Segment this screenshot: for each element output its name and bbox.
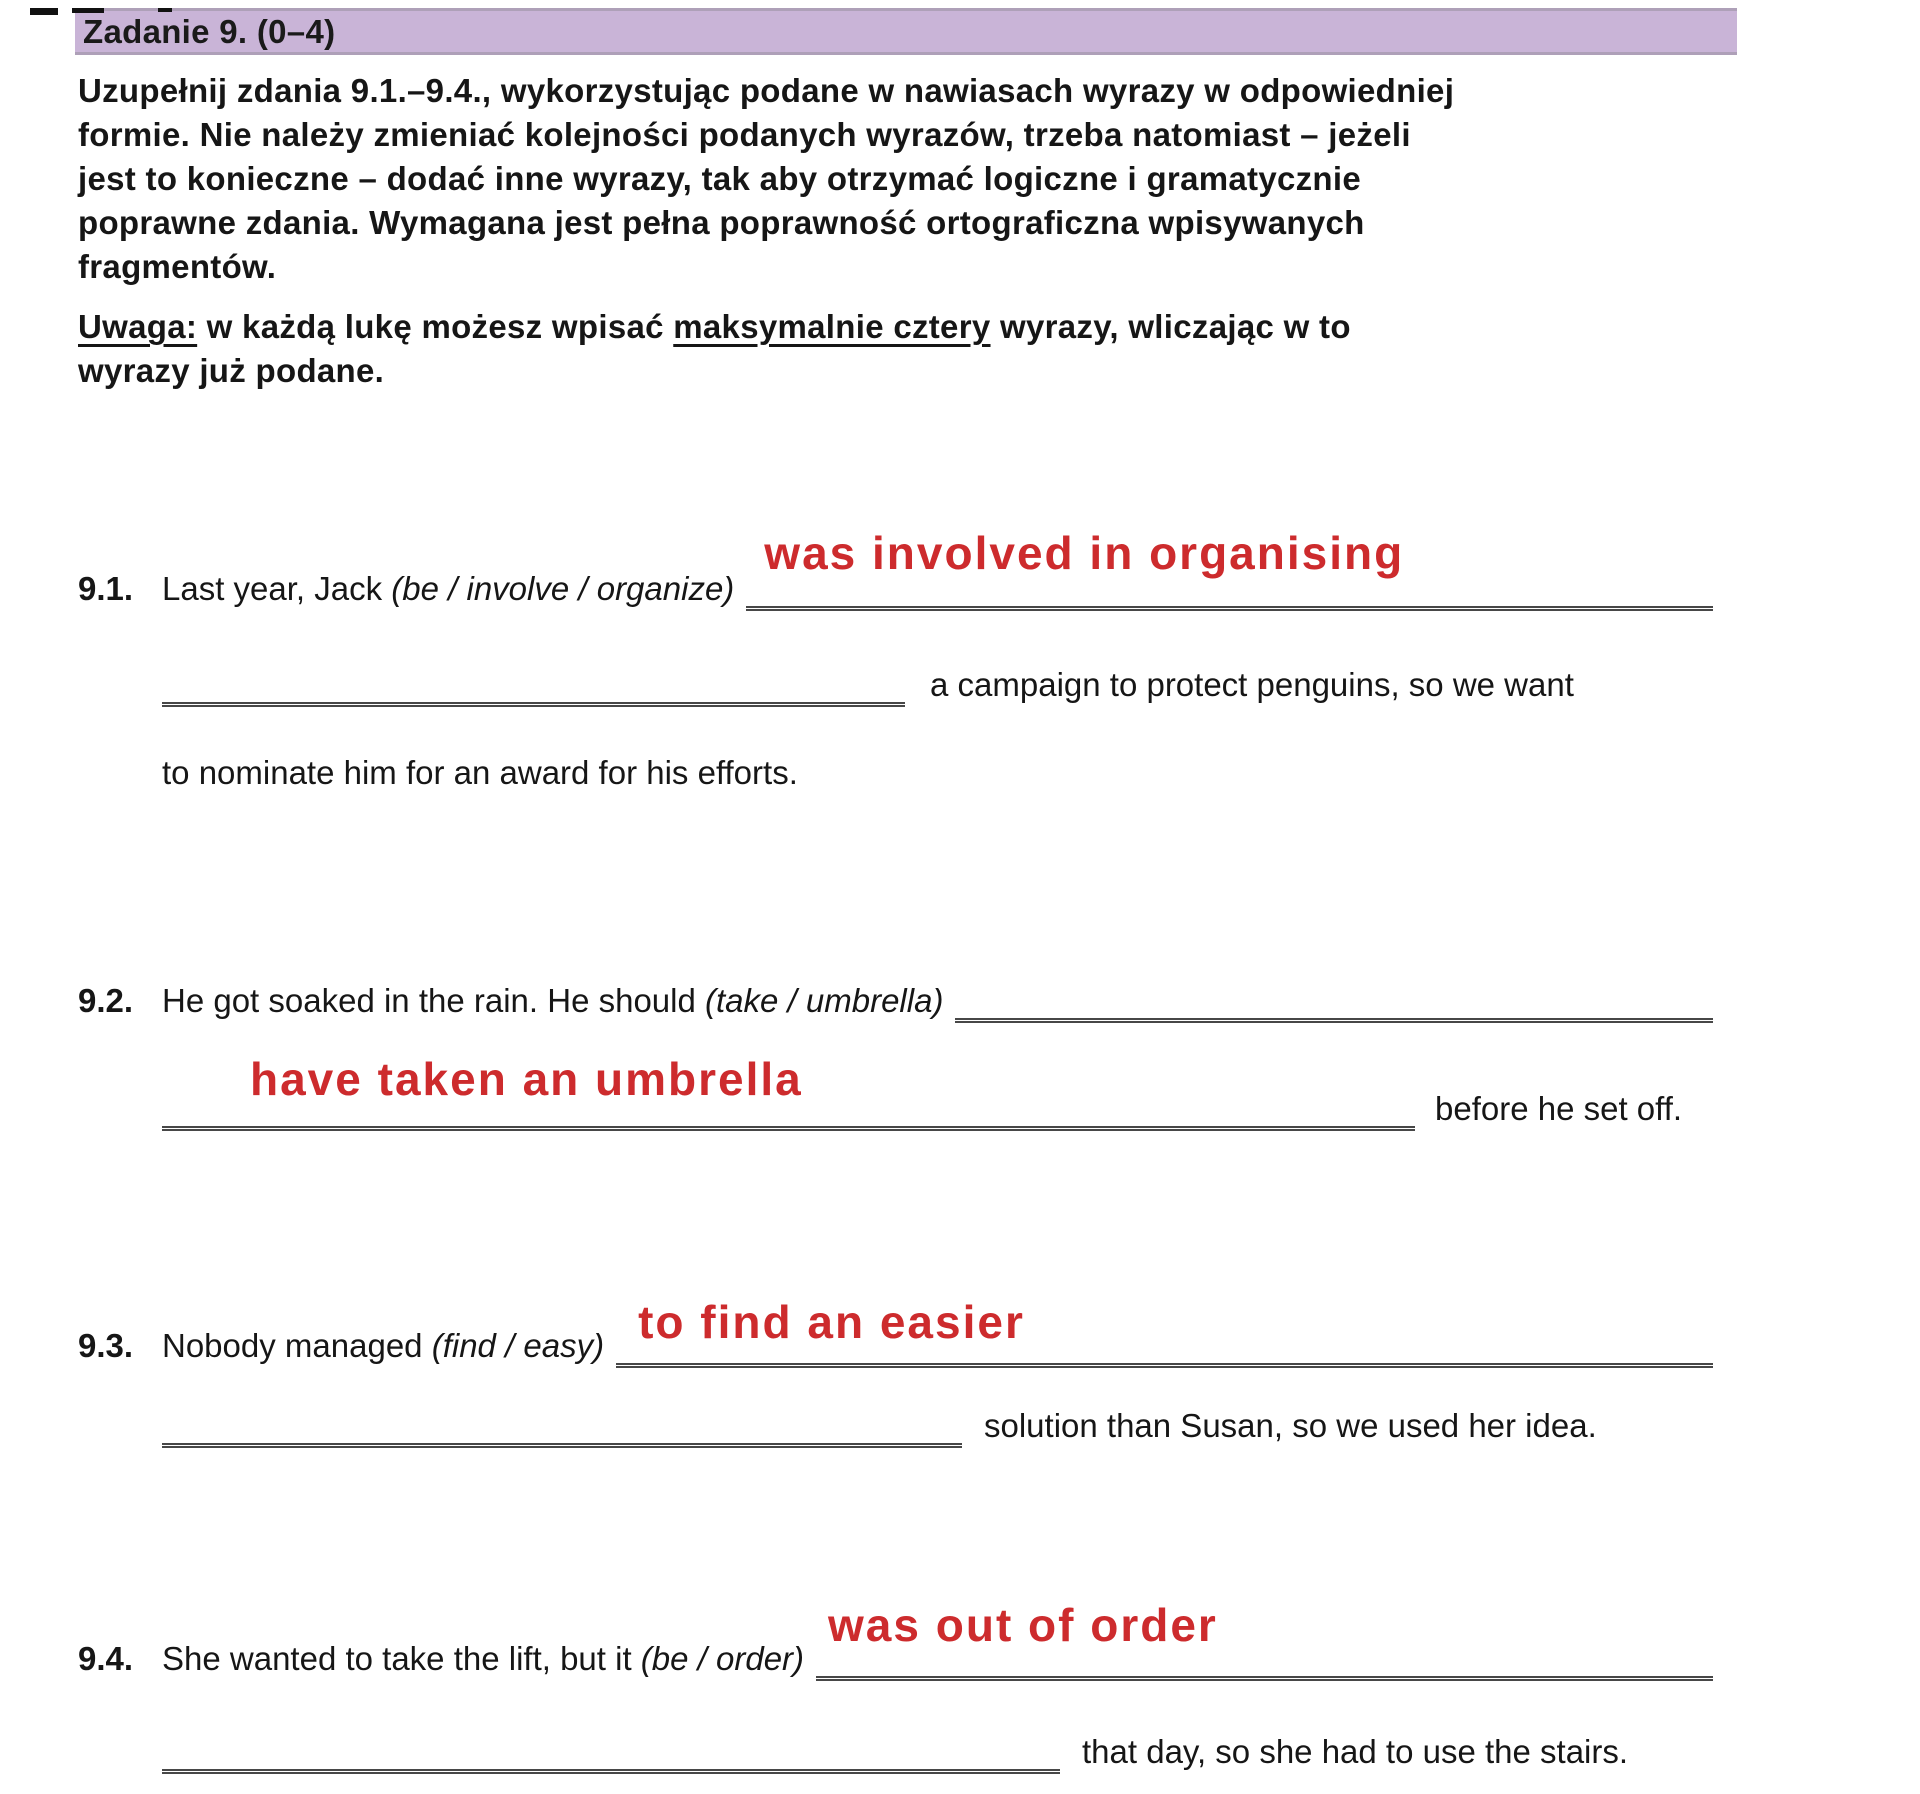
question-9-2: [78, 979, 1713, 1131]
instruction-line: jest to konieczne – dodać inne wyrazy, tak aby otrzymać logiczne i gramatycznie: [78, 160, 1362, 197]
sentence-continuation: a campaign to protect penguins, so we want: [930, 666, 1574, 703]
filled-answer: to find an easier: [638, 1296, 1025, 1348]
answer-blank: [746, 527, 1713, 611]
filled-answer: was out of order: [828, 1599, 1218, 1651]
note-line-1: [78, 305, 1770, 349]
answer-blank: [162, 1053, 1415, 1131]
scan-artifact: [158, 8, 172, 12]
question-number: 9.3.: [78, 1327, 134, 1364]
question-sentence: He got soaked in the rain. He should: [162, 982, 706, 1019]
answer-blank: [816, 1599, 1713, 1681]
scan-artifact: [30, 8, 58, 15]
question-9-1: [78, 527, 1713, 795]
instruction-line: poprawne zdania. Wymagana jest pełna poprawność ortograficzna wpisywanych: [78, 204, 1365, 241]
note-label: Uwaga:: [78, 308, 198, 345]
note-underlined-text: maksymalnie cztery: [673, 308, 991, 345]
sentence-continuation: to nominate him for an award for his efforts.: [162, 754, 798, 791]
word-prompt: (take / umbrella): [705, 982, 944, 1019]
question-9-4: [78, 1599, 1713, 1774]
answer-blank: [162, 1769, 1060, 1774]
sentence-continuation: before he set off.: [1435, 1090, 1683, 1127]
question-number: 9.2.: [78, 982, 134, 1019]
sentence-continuation: solution than Susan, so we used her idea.: [984, 1407, 1597, 1444]
word-prompt: (find / easy): [431, 1327, 605, 1364]
question-number: 9.4.: [78, 1640, 134, 1677]
note-text: wyrazy, wliczając w to: [990, 308, 1351, 345]
answer-blank: [616, 1296, 1713, 1368]
question-sentence: She wanted to take the lift, but it: [162, 1640, 641, 1677]
note-line-2: wyrazy już podane.: [78, 352, 385, 389]
sentence-continuation: that day, so she had to use the stairs.: [1082, 1733, 1629, 1770]
word-prompt: (be / order): [640, 1640, 805, 1677]
question-number: 9.1.: [78, 570, 134, 607]
question-sentence: Nobody managed: [162, 1327, 432, 1364]
note-text: w każdą lukę możesz wpisać: [197, 308, 674, 345]
filled-answer: have taken an umbrella: [250, 1053, 803, 1105]
instructions-paragraph: [78, 69, 1770, 393]
answer-blank: [162, 702, 905, 707]
question-9-3: [78, 1296, 1713, 1448]
word-prompt: (be / involve / organize): [391, 570, 735, 607]
instruction-line: formie. Nie należy zmieniać kolejności podanych wyrazów, trzeba natomiast – jeżeli: [78, 116, 1411, 153]
question-sentence: Last year, Jack: [162, 570, 392, 607]
filled-answer: was involved in organising: [764, 527, 1405, 579]
answer-blank: [162, 1443, 962, 1448]
task-title: Zadanie 9. (0–4): [83, 12, 336, 50]
answer-blank: [955, 1018, 1713, 1023]
scan-artifact: [72, 8, 104, 13]
questions-area: [0, 527, 1920, 1774]
instruction-line: Uzupełnij zdania 9.1.–9.4., wykorzystując podane w nawiasach wyrazy w odpowiedniej: [78, 72, 1455, 109]
instruction-line: fragmentów.: [78, 248, 277, 285]
task-header-bar: [75, 8, 1737, 55]
